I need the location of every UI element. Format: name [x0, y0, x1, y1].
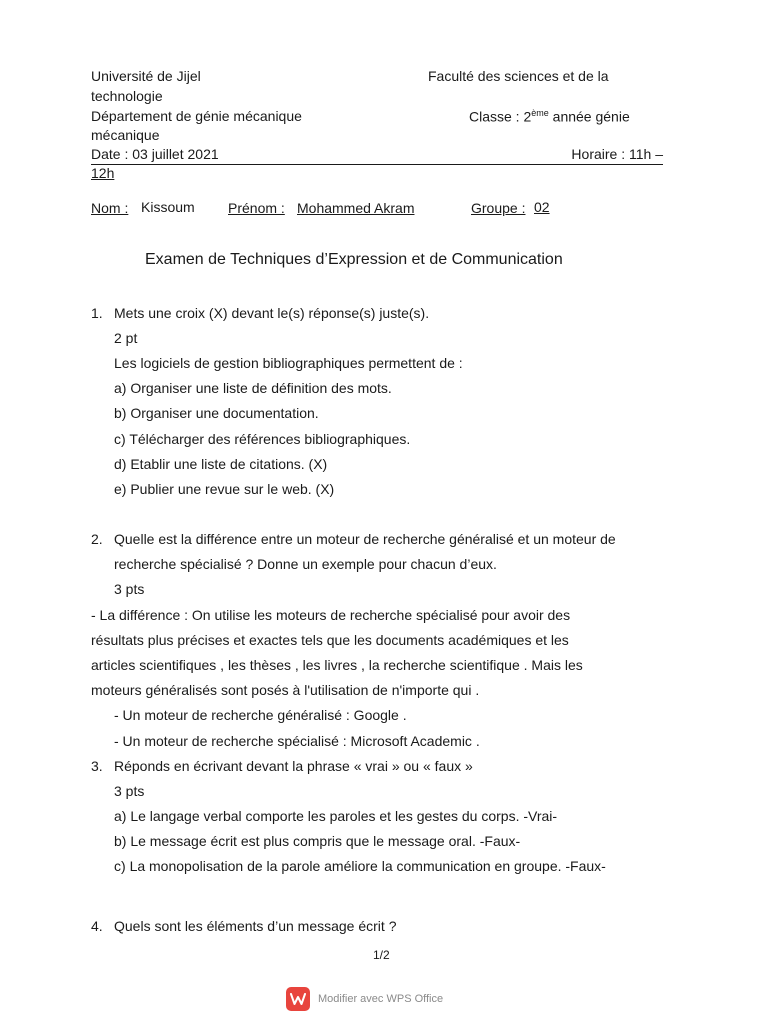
groupe-label: Groupe :	[471, 200, 526, 216]
university-name: Université de Jijel	[91, 68, 201, 84]
option-text: Le langage verbal comporte les paroles et les gestes du corps. -Vrai-	[130, 808, 558, 824]
q2-answer-line: résultats plus précises et exactes tels que les documents académiques et les	[91, 632, 569, 648]
option-text: Etablir une liste de citations. (X)	[130, 456, 328, 472]
option-letter: a)	[114, 808, 127, 824]
q2-text-line2: recherche spécialisé ? Donne un exemple pour chacun d’eux.	[114, 556, 497, 572]
option-letter: c)	[114, 431, 126, 447]
option-text: Organiser une liste de définition des mots.	[130, 380, 392, 396]
q2-points: 3 pts	[114, 581, 145, 597]
q2-example: - Un moteur de recherche spécialisé : Microsoft Academic .	[114, 733, 480, 749]
department-name: Département de génie mécanique	[91, 108, 302, 124]
q1-number: 1.	[91, 305, 103, 321]
q1-option	[114, 431, 410, 447]
q1-option	[114, 405, 319, 421]
q2-example: - Un moteur de recherche généralisé : Google .	[114, 707, 407, 723]
nom-value: Kissoum	[141, 199, 195, 215]
option-text: Le message écrit est plus compris que le message oral. -Faux-	[130, 833, 521, 849]
wps-edit-label: Modifier avec WPS Office	[318, 993, 444, 1005]
class-sup: ème	[531, 108, 549, 118]
option-letter: c)	[114, 858, 126, 874]
q1-option	[114, 380, 392, 396]
date-row	[91, 146, 663, 165]
wps-logo-icon	[286, 987, 310, 1011]
class-prefix: Classe : 2	[469, 108, 532, 125]
exam-horaire: Horaire : 11h –	[571, 146, 663, 162]
option-text: Télécharger des références bibliographiques.	[129, 431, 411, 447]
option-letter: d)	[114, 456, 127, 472]
q1-intro: Les logiciels de gestion bibliographiques permettent de :	[114, 355, 463, 371]
option-text: La monopolisation de la parole améliore la communication en groupe. -Faux-	[129, 858, 606, 874]
q1-text: Mets une croix (X) devant le(s) réponse(s) juste(s).	[114, 305, 430, 321]
page-number: 1/2	[373, 948, 390, 962]
q3-option	[114, 808, 557, 824]
groupe-value: 02	[534, 199, 550, 215]
option-text: Organiser une documentation.	[130, 405, 319, 421]
department-name-cont: mécanique	[91, 127, 160, 143]
wps-edit-link[interactable]	[286, 987, 443, 1011]
prenom-label: Prénom :	[228, 200, 285, 216]
option-letter: b)	[114, 405, 127, 421]
q1-option	[114, 456, 327, 472]
class-info	[469, 108, 630, 125]
q2-answer-line: moteurs généralisés sont posés à l'utilisation de n'importe qui .	[91, 682, 480, 698]
faculty-name: Faculté des sciences et de la	[428, 68, 609, 84]
q3-text: Réponds en écrivant devant la phrase « vrai » ou « faux »	[114, 758, 473, 774]
q2-answer-line: - La différence : On utilise les moteurs de recherche spécialisé pour avoir des	[91, 607, 571, 623]
q1-points: 2 pt	[114, 330, 138, 346]
q2-number: 2.	[91, 531, 103, 547]
option-letter: b)	[114, 833, 127, 849]
q3-number: 3.	[91, 758, 103, 774]
q3-option	[114, 858, 606, 874]
q2-text-line1: Quelle est la différence entre un moteur de recherche généralisé et un moteur de	[114, 531, 616, 547]
q3-option	[114, 833, 520, 849]
horaire-cont: 12h	[91, 165, 115, 181]
q2-answer-line: articles scientifiques , les thèses , les livres , la recherche scientifique . Mais les	[91, 657, 583, 673]
nom-label: Nom :	[91, 200, 129, 216]
option-letter: a)	[114, 380, 127, 396]
option-text: Publier une revue sur le web. (X)	[130, 481, 335, 497]
class-suffix: année génie	[548, 108, 630, 125]
q1-option	[114, 481, 334, 497]
prenom-value: Mohammed Akram	[297, 200, 415, 216]
q4-number: 4.	[91, 918, 103, 934]
q3-points: 3 pts	[114, 783, 145, 799]
faculty-name-cont: technologie	[91, 88, 163, 104]
option-letter: e)	[114, 481, 127, 497]
q4-text: Quels sont les éléments d’un message écrit ?	[114, 918, 397, 934]
exam-title: Examen de Techniques d’Expression et de Communication	[145, 251, 563, 268]
exam-date: Date : 03 juillet 2021	[91, 146, 219, 162]
